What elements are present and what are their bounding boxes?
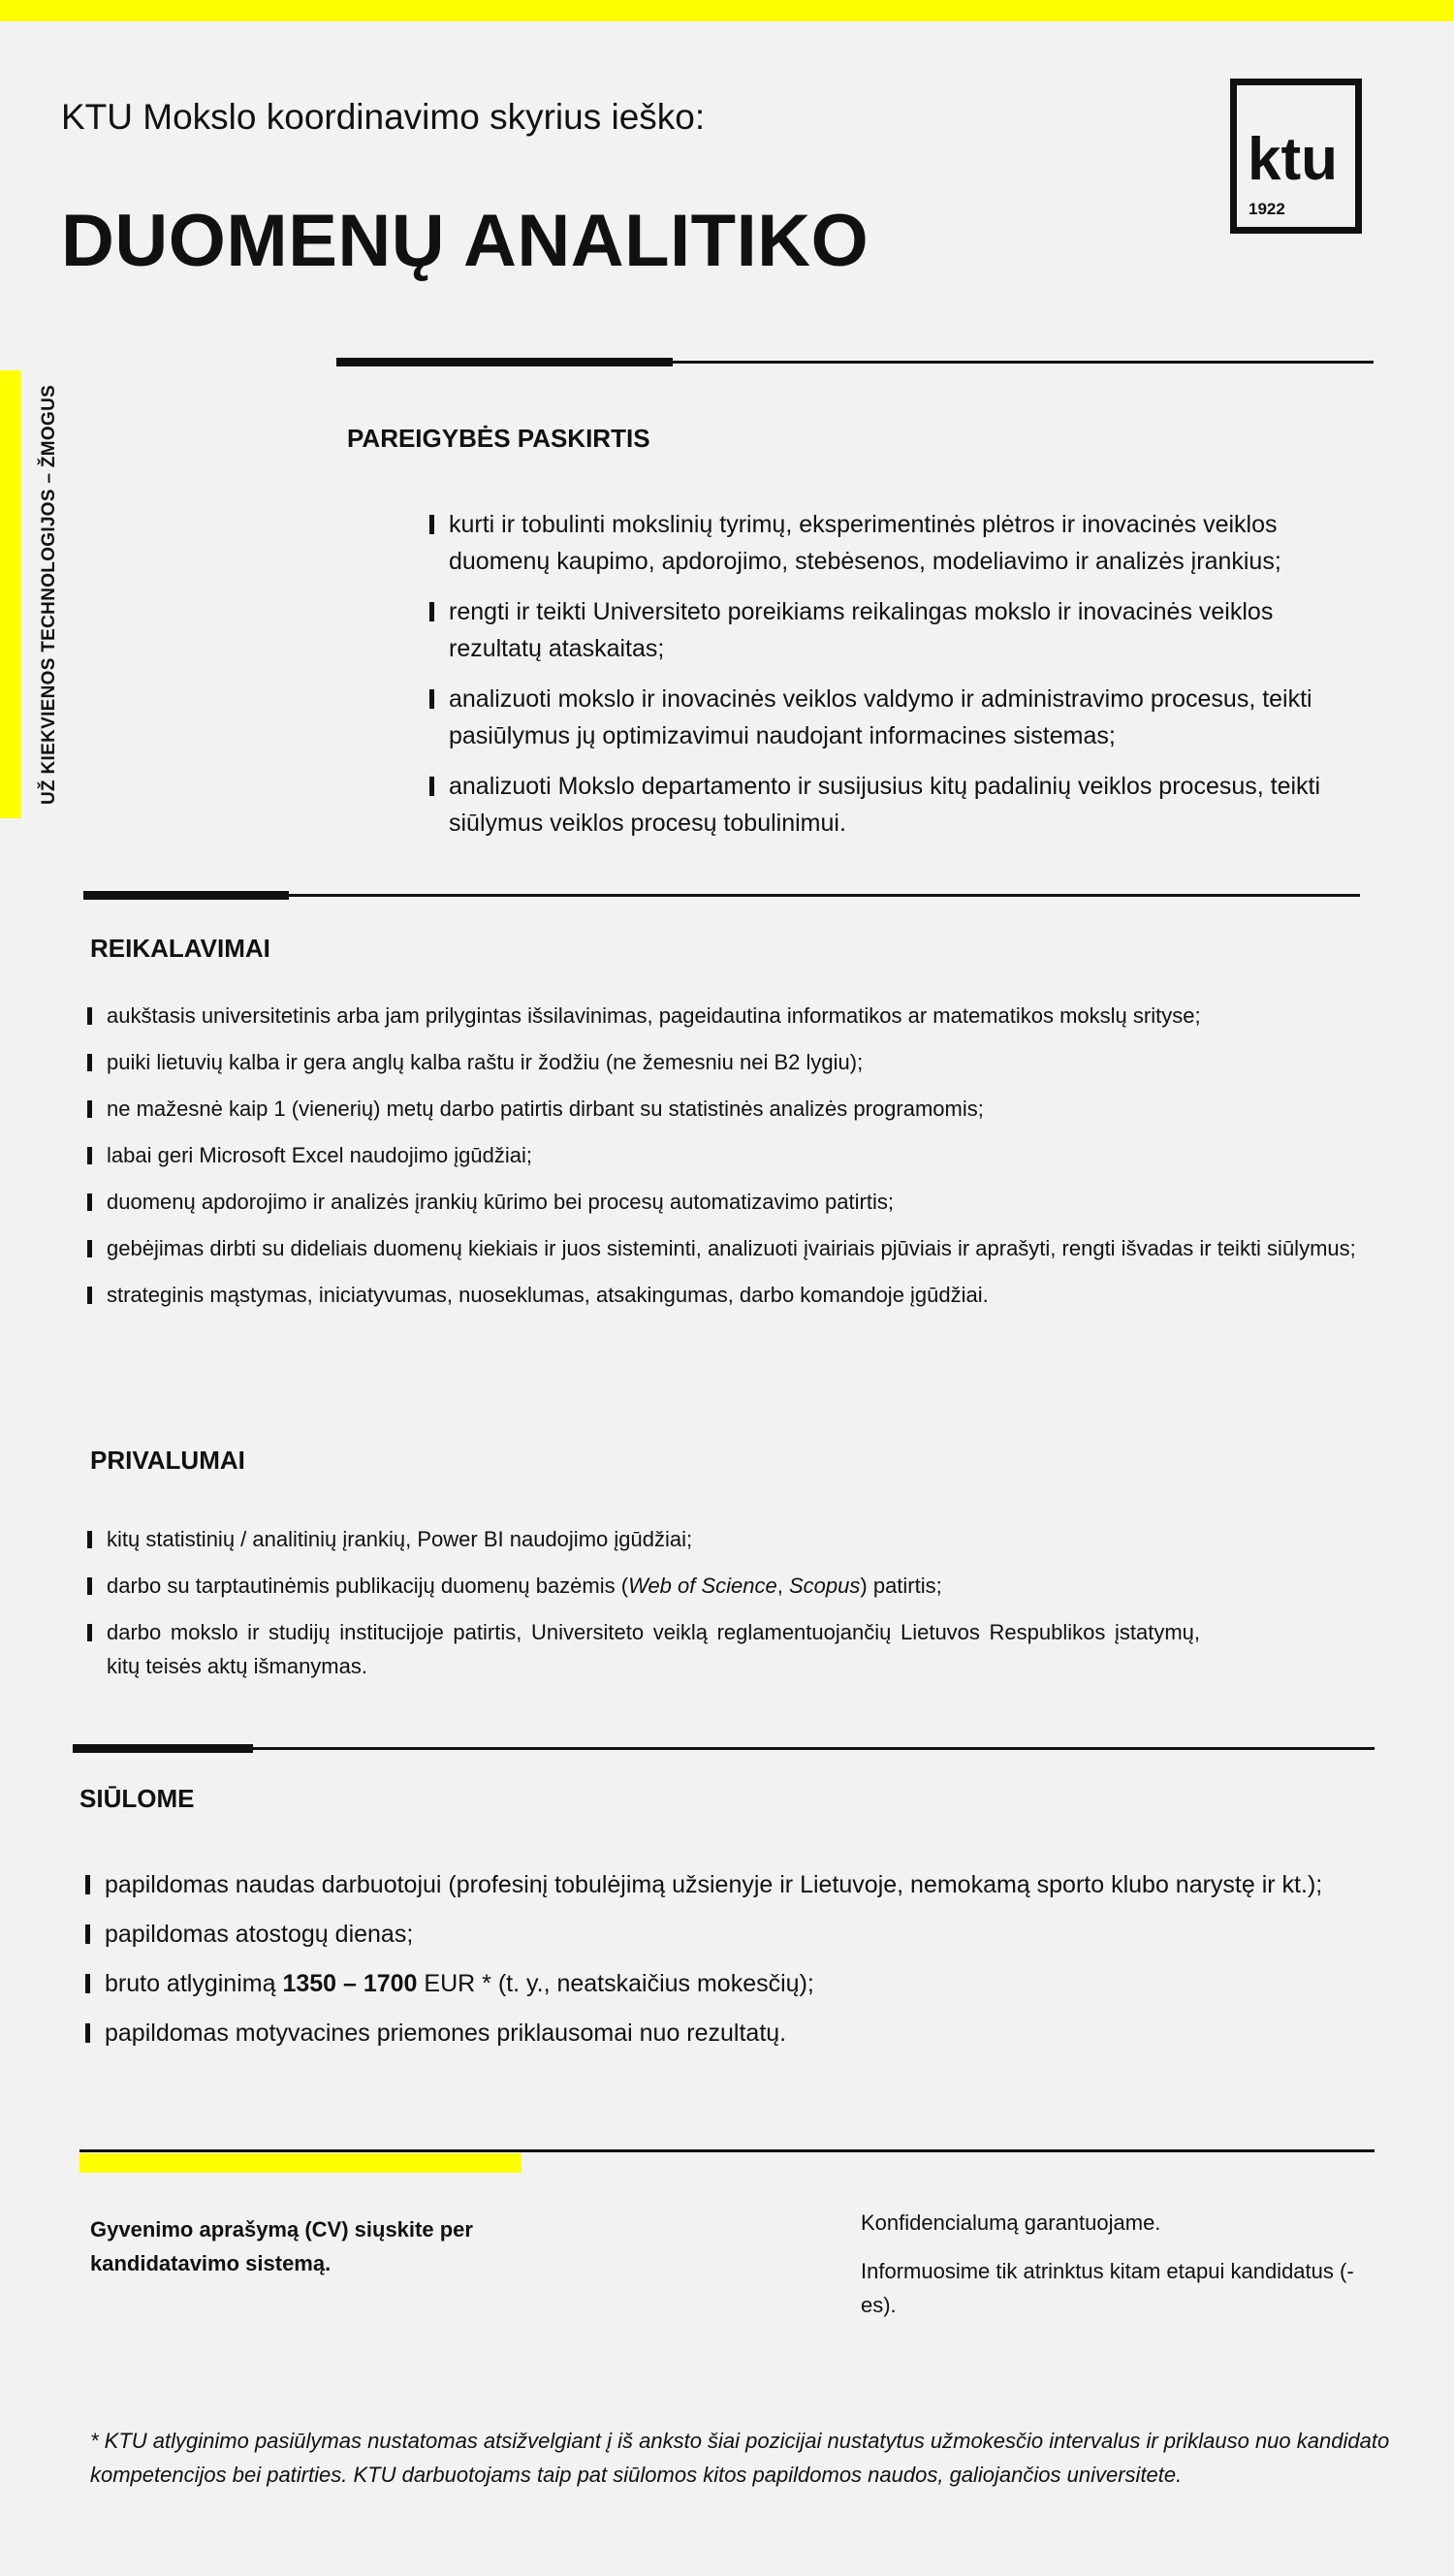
logo-word: ktu [1248, 126, 1338, 193]
bullet-bar-icon [429, 689, 434, 709]
bullet-bar-icon [87, 1147, 92, 1164]
ktu-logo [1230, 79, 1362, 234]
advantages-list [87, 1522, 1200, 1696]
list-item: labai geri Microsoft Excel naudojimo įgūdžiai; [87, 1138, 1376, 1172]
list-item: rengti ir teikti Universiteto poreikiams reikalingas mokslo ir inovacinės veiklos rezultatų ataskaitas; [429, 593, 1360, 667]
bullet-bar-icon [85, 1875, 90, 1894]
bullet-bar-icon [87, 1193, 92, 1211]
list-item: papildomas naudas darbuotojui (profesinį tobulėjimą užsienyje ir Lietuvoje, nemokamą sporto klubo narystę ir kt.); [85, 1866, 1384, 1903]
list-item: kurti ir tobulinti mokslinių tyrimų, eksperimentinės plėtros ir inovacinės veiklos duomenų kaupimo, apdorojimo, stebėsenos, modeliavimo ir analizės įrankius; [429, 506, 1360, 580]
offer-list [85, 1866, 1384, 2064]
list-item: ne mažesnė kaip 1 (vienerių) metų darbo patirtis dirbant su statistinės analizės programomis; [87, 1092, 1376, 1126]
bullet-bar-icon [429, 602, 434, 621]
list-item: duomenų apdorojimo ir analizės įrankių kūrimo bei procesų automatizavimo patirtis; [87, 1185, 1376, 1219]
page-title: DUOMENŲ ANALITIKO [61, 200, 869, 282]
confidentiality-text: Konfidencialumą garantuojame. [861, 2210, 1161, 2235]
bullet-bar-icon [85, 1974, 90, 1993]
bullet-bar-icon [87, 1577, 92, 1595]
advantages-heading: PRIVALUMAI [90, 1446, 245, 1475]
side-accent-bar [0, 370, 21, 818]
requirements-heading: REIKALAVIMAI [90, 934, 270, 963]
list-item: puiki lietuvių kalba ir gera anglų kalba raštu ir žodžiu (ne žemesniu nei B2 lygiu); [87, 1045, 1376, 1079]
bullet-bar-icon [429, 777, 434, 796]
confidentiality-block [861, 2206, 1365, 2337]
bullet-bar-icon [87, 1240, 92, 1257]
bullet-bar-icon [87, 1007, 92, 1025]
bullet-bar-icon [85, 1924, 90, 1944]
bullet-bar-icon [87, 1624, 92, 1641]
divider-offer [73, 1747, 1375, 1750]
divider-footer [79, 2149, 1375, 2152]
list-item: aukštasis universitetinis arba jam prilygintas išsilavinimas, pageidautina informatikos ar matematikos mokslų srityse; [87, 999, 1376, 1033]
bullet-bar-icon [87, 1100, 92, 1118]
purpose-heading: PAREIGYBĖS PASKIRTIS [347, 424, 650, 453]
offer-heading: SIŪLOME [79, 1784, 195, 1813]
list-item: kitų statistinių / analitinių įrankių, Power BI naudojimo įgūdžiai; [87, 1522, 1200, 1556]
bullet-bar-icon [429, 515, 434, 534]
inform-text: Informuosime tik atrinktus kitam etapui kandidatus (-es). [861, 2259, 1354, 2317]
list-item: darbo su tarptautinėmis publikacijų duomenų bazėmis (Web of Science, Scopus) patirtis; [87, 1569, 1200, 1603]
list-item: analizuoti mokslo ir inovacinės veiklos valdymo ir administravimo procesus, teikti pasiūlymus jų optimizavimui naudojant informacines sistemas; [429, 681, 1360, 754]
divider-purpose-accent [336, 358, 673, 366]
list-item: bruto atlyginimą 1350 – 1700 EUR * (t. y., neatskaičius mokesčių); [85, 1965, 1384, 2002]
bullet-bar-icon [87, 1287, 92, 1304]
list-item: darbo mokslo ir studijų institucijoje patirtis, Universiteto veiklą reglamentuojančių Lietuvos Respublikos įstatymų, kitų teisės aktų išmanymas. [87, 1615, 1200, 1683]
list-item: papildomas atostogų dienas; [85, 1916, 1384, 1953]
requirements-list [87, 999, 1376, 1324]
divider-footer-accent [79, 2153, 522, 2173]
logo-year: 1922 [1249, 200, 1285, 218]
intro-text: KTU Mokslo koordinavimo skyrius ieško: [61, 97, 706, 137]
list-item: gebėjimas dirbti su dideliais duomenų kiekiais ir juos sisteminti, analizuoti įvairiais pjūviais ir aprašyti, rengti išvadas ir teikti siūlymus; [87, 1231, 1376, 1265]
slogan-vertical: UŽ KIEKVIENOS TECHNOLOGIJOS – ŽMOGUS [39, 384, 59, 805]
cv-instructions: Gyvenimo aprašymą (CV) siųskite per kandidatavimo sistemą. [90, 2217, 473, 2275]
list-item: strateginis mąstymas, iniciatyvumas, nuoseklumas, atsakingumas, darbo komandoje įgūdžiai. [87, 1278, 1376, 1312]
list-item: papildomas motyvacines priemones priklausomai nuo rezultatų. [85, 2015, 1384, 2051]
purpose-list [429, 506, 1360, 855]
bullet-bar-icon [85, 2023, 90, 2043]
divider-offer-accent [73, 1744, 253, 1753]
bullet-bar-icon [87, 1531, 92, 1548]
list-item: analizuoti Mokslo departamento ir susijusius kitų padalinių veiklos procesus, teikti siūlymus veiklos procesų tobulinimui. [429, 768, 1360, 842]
divider-requirements-accent [83, 891, 289, 900]
bullet-bar-icon [87, 1054, 92, 1071]
top-accent-bar [0, 0, 1454, 21]
salary-footnote: * KTU atlyginimo pasiūlymas nustatomas atsižvelgiant į iš anksto šiai pozicijai nustatytus užmokesčio intervalus ir priklauso nuo kandidato kompetencijos bei patirties. KTU darbuotojams taip pat siūlomos kitos papildomos naudos, galiojančios universitete. [90, 2429, 1390, 2487]
